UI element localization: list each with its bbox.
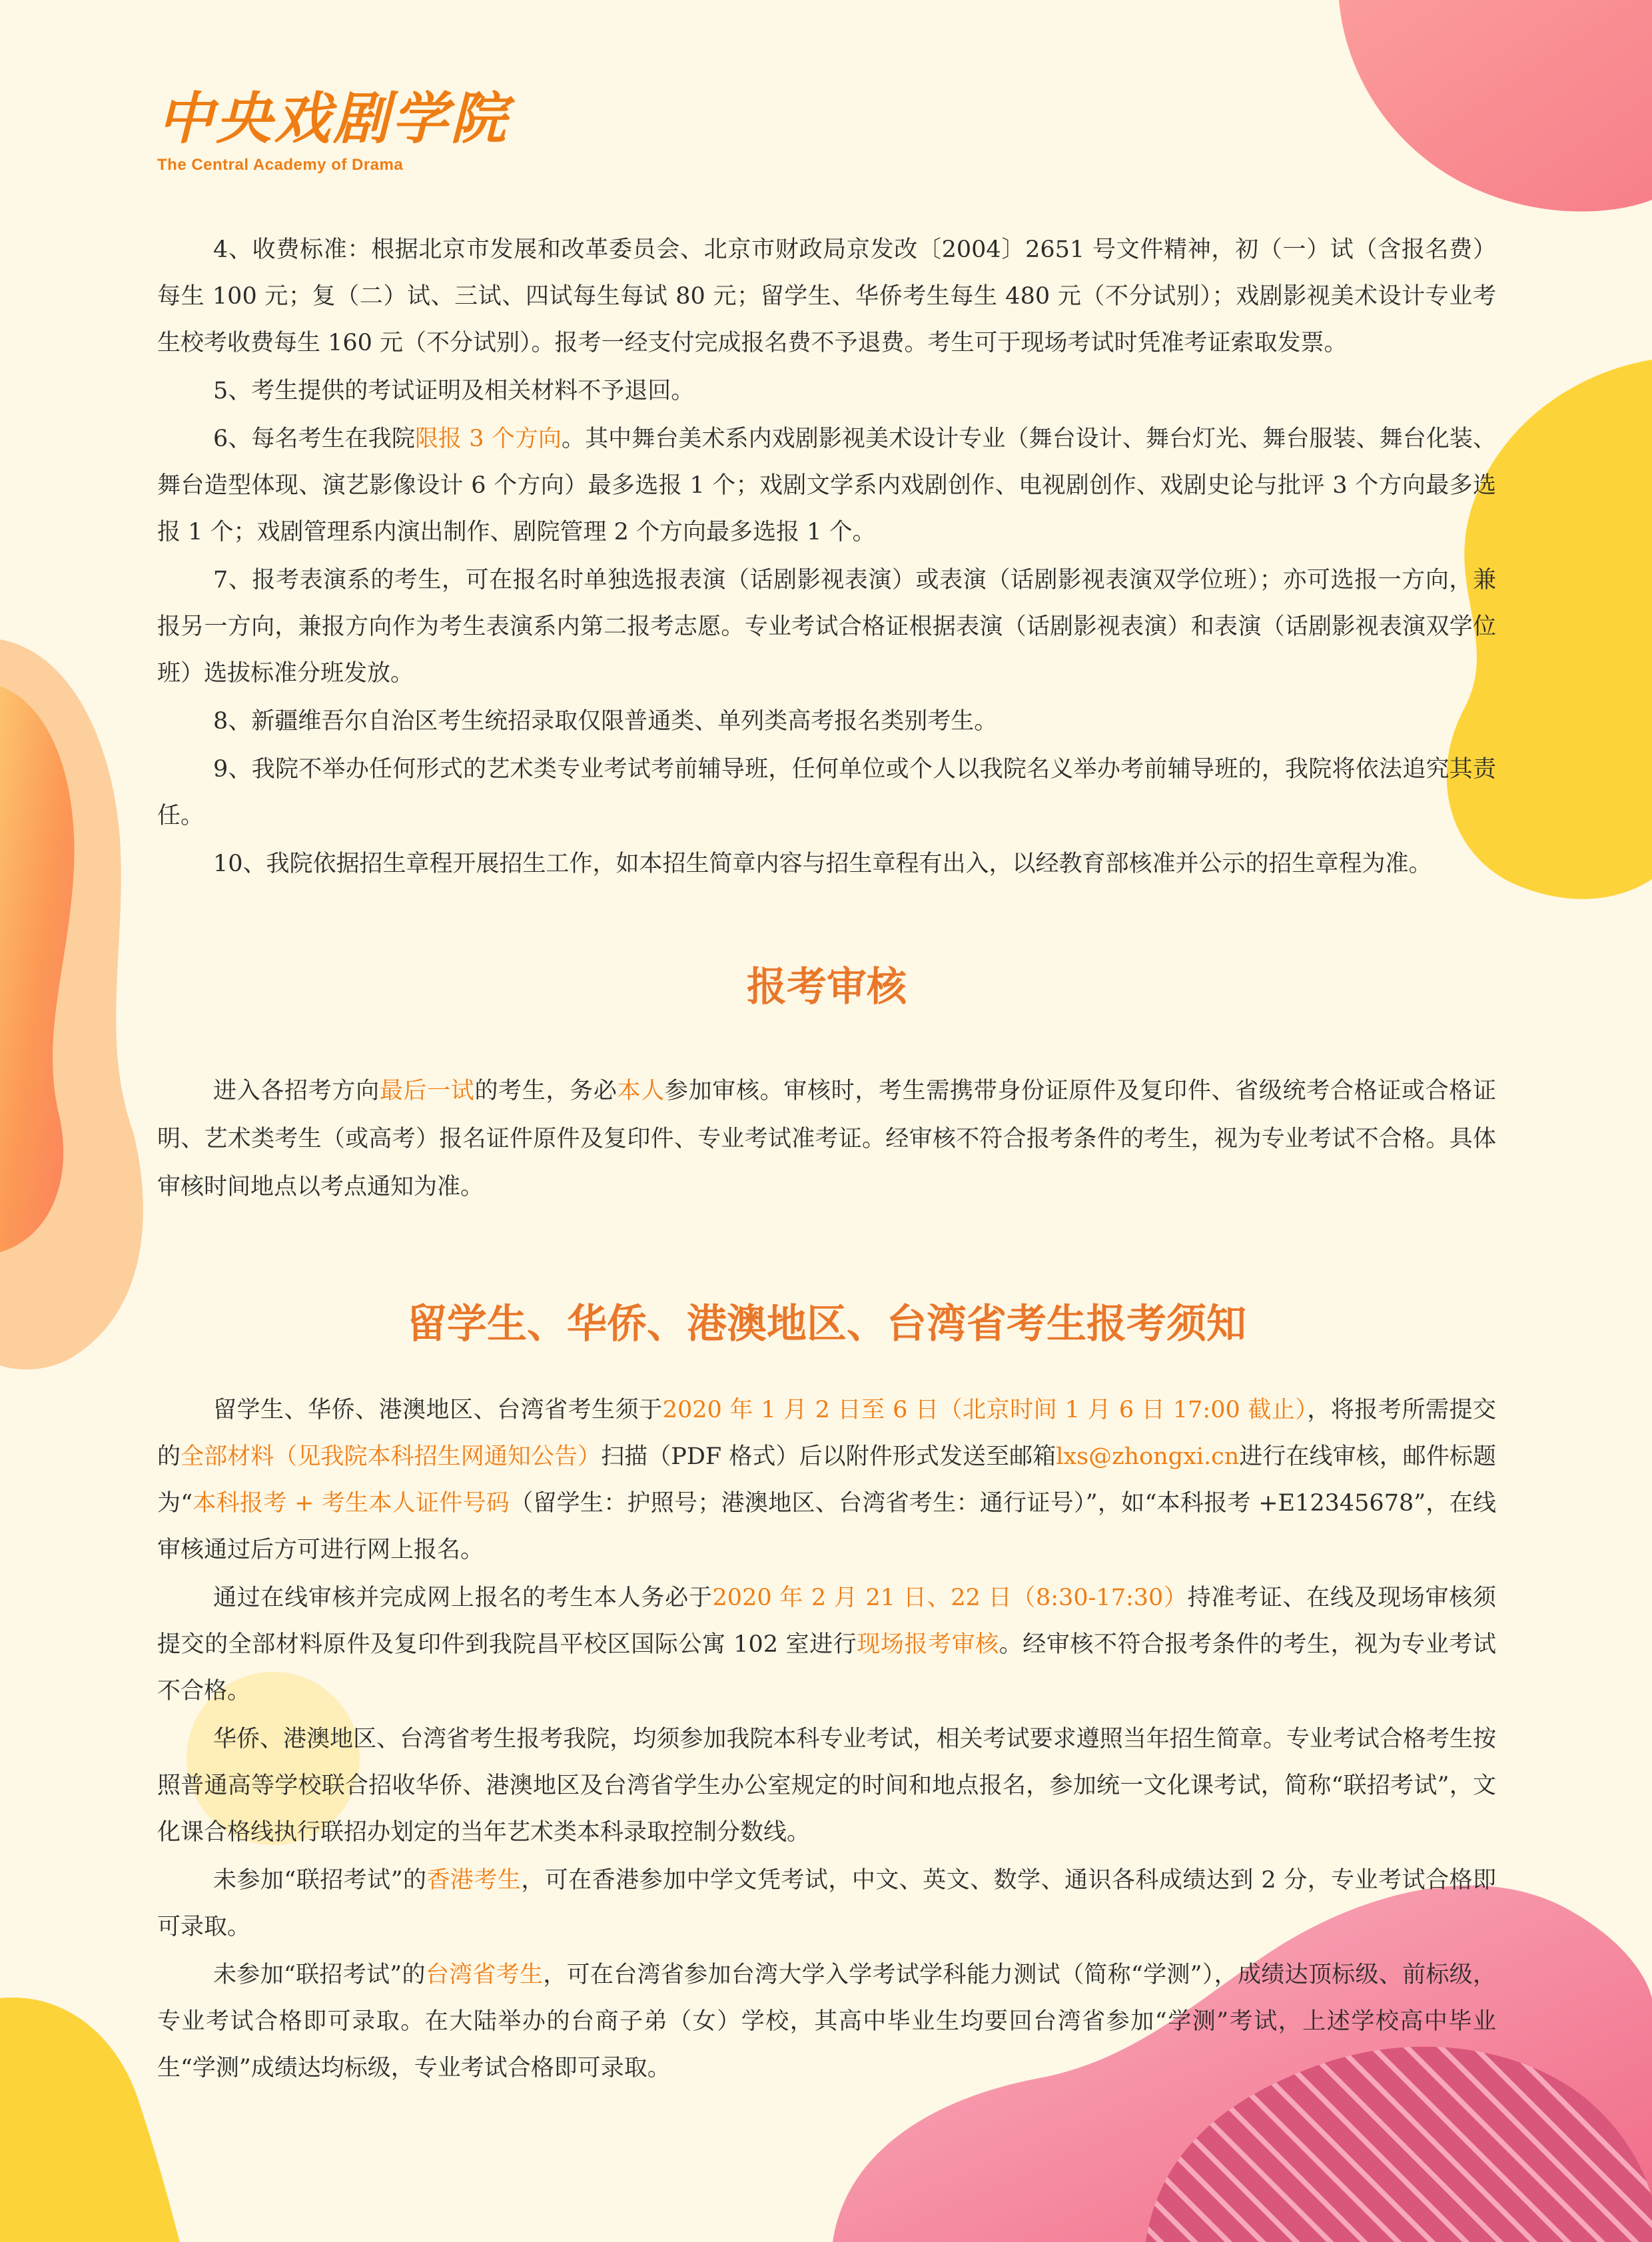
highlight-in-person: 本人 bbox=[617, 1078, 665, 1104]
logo-english-name: The Central Academy of Drama bbox=[157, 156, 404, 174]
highlight-3-directions: 限报 3 个方向 bbox=[414, 426, 562, 452]
note-8: 8、新疆维吾尔自治区考生统招录取仅限普通类、单列类高考报名类别考生。 bbox=[213, 708, 998, 735]
highlight-onsite-date: 2020 年 2 月 21 日、22 日（8:30-17:30） bbox=[712, 1585, 1188, 1611]
blob-top-right bbox=[1339, 0, 1652, 212]
logo-chinese-name: 中央戏剧学院 bbox=[157, 85, 510, 151]
overseas-paragraph-3: 华侨、港澳地区、台湾省考生报考我院，均须参加我院本科专业考试，相关考试要求遵照当年招生简章。专业考试合格考生按照普通高等学校联合招收华侨、港澳地区及台湾省学生办公室规定的时间和地点报名，参加统一文化课考试，简称“联招考试”，文化课合格线执行联招办划定的当年艺术类本科录取控制分数线。 bbox=[157, 1726, 1496, 1846]
note-6: 6、每名考生在我院限报 3 个方向。其中舞台美术系内戏剧影视美术设计专业（舞台设计、舞台灯光、舞台服装、舞台化装、舞台造型体现、演艺影像设计 6 个方向）最多选报 1 个；戏剧文学系内戏剧创作、电视剧创作、戏剧史论与批评 3 个方向最多选报 1 个；戏剧管理系内演出制作、剧院管理 2 个方向最多选报 1 个。 bbox=[157, 426, 1496, 546]
highlight-all-materials: 全部材料（见我院本科招生网通知公告） bbox=[181, 1443, 602, 1470]
note-7: 7、报考表演系的考生，可在报名时单独选报表演（话剧影视表演）或表演（话剧影视表演双学位班）；亦可选报一方向，兼报另一方向，兼报方向作为考生表演系内第二报考志愿。专业考试合格证根据表演（话剧影视表演）和表演（话剧影视表演双学位班）选拔标准分班发放。 bbox=[157, 567, 1496, 687]
section-title-review: 报考审核 bbox=[747, 964, 907, 1010]
note-5: 5、考生提供的考试证明及相关材料不予退回。 bbox=[213, 378, 695, 404]
highlight-tw-students: 台湾省考生 bbox=[425, 1962, 544, 1988]
section-overseas-body bbox=[157, 1387, 1496, 2091]
email-address: lxs@zhongxi.cn bbox=[1056, 1443, 1240, 1470]
note-9: 9、我院不举办任何形式的艺术类专业考试考前辅导班，任何单位或个人以我院名义举办考前辅导班的，我院将依法追究其责任。 bbox=[157, 756, 1496, 829]
highlight-email-subject: 本科报考 + 考生本人证件号码 bbox=[193, 1490, 510, 1517]
note-4: 4、收费标准：根据北京市发展和改革委员会、北京市财政局京发改〔2004〕2651 号文件精神，初（一）试（含报名费）每生 100 元；复（二）试、三试、四试每生每试 80 元；留学生、华侨考生每生 480 元（不分试别）；戏剧影视美术设计专业考生校考收费每生 160 元（不分试别）。报考一经支付完成报名费不予退费。考生可于现场考试时凭准考证索取发票。 bbox=[157, 236, 1496, 356]
highlight-onsite-review: 现场报考审核 bbox=[857, 1631, 999, 1658]
section-review-body bbox=[157, 1067, 1496, 1211]
blob-bottom-left bbox=[0, 1998, 180, 2242]
section-title-overseas: 留学生、华侨、港澳地区、台湾省考生报考须知 bbox=[407, 1301, 1246, 1347]
review-paragraph: 进入各招考方向最后一试的考生，务必本人参加审核。审核时，考生需携带身份证原件及复印件、省级统考合格证或合格证明、艺术类考生（或高考）报名证件原件及复印件、专业考试准考证。经审核不符合报考条件的考生，视为专业考试不合格。具体审核时间地点以考点通知为准。 bbox=[157, 1078, 1496, 1200]
academy-logo bbox=[157, 85, 510, 175]
highlight-date-range: 2020 年 1 月 2 日至 6 日（北京时间 1 月 6 日 17:00 截止） bbox=[662, 1397, 1308, 1423]
overseas-paragraph-1: 留学生、华侨、港澳地区、台湾省考生须于2020 年 1 月 2 日至 6 日（北京时间 1 月 6 日 17:00 截止），将报考所需提交的全部材料（见我院本科招生网通知公告）扫描（PDF 格式）后以附件形式发送至邮箱lxs@zhongxi.cn进行在线审核，邮件标题为“本科报考 + 考生本人证件号码（留学生：护照号；港澳地区、台湾省考生：通行证号）”，如“本科报考 +E12345678”，在线审核通过后方可进行网上报名。 bbox=[157, 1397, 1496, 1563]
note-10: 10、我院依据招生章程开展招生工作，如本招生简章内容与招生章程有出入，以经教育部核准并公示的招生章程为准。 bbox=[213, 851, 1432, 877]
highlight-last-round: 最后一试 bbox=[379, 1078, 475, 1104]
overseas-paragraph-2: 通过在线审核并完成网上报名的考生本人务必于2020 年 2 月 21 日、22 日（8:30-17:30）持准考证、在线及现场审核须提交的全部材料原件及复印件到我院昌平校区国际公寓 102 室进行现场报考审核。经审核不符合报考条件的考生，视为专业考试不合格。 bbox=[157, 1585, 1496, 1704]
overseas-paragraph-5: 未参加“联招考试”的台湾省考生，可在台湾省参加台湾大学入学考试学科能力测试（简称“学测”），成绩达顶标级、前标级，专业考试合格即可录取。在大陆举办的台商子弟（女）学校，其高中毕业生均要回台湾省参加“学测”考试，上述学校高中毕业生“学测”成绩达均标级，专业考试合格即可录取。 bbox=[157, 1962, 1496, 2081]
document-body bbox=[157, 226, 1496, 2091]
highlight-hk-students: 香港考生 bbox=[426, 1867, 522, 1894]
overseas-paragraph-4: 未参加“联招考试”的香港考生，可在香港参加中学文凭考试，中文、英文、数学、通识各科成绩达到 2 分，专业考试合格即可录取。 bbox=[157, 1867, 1496, 1940]
